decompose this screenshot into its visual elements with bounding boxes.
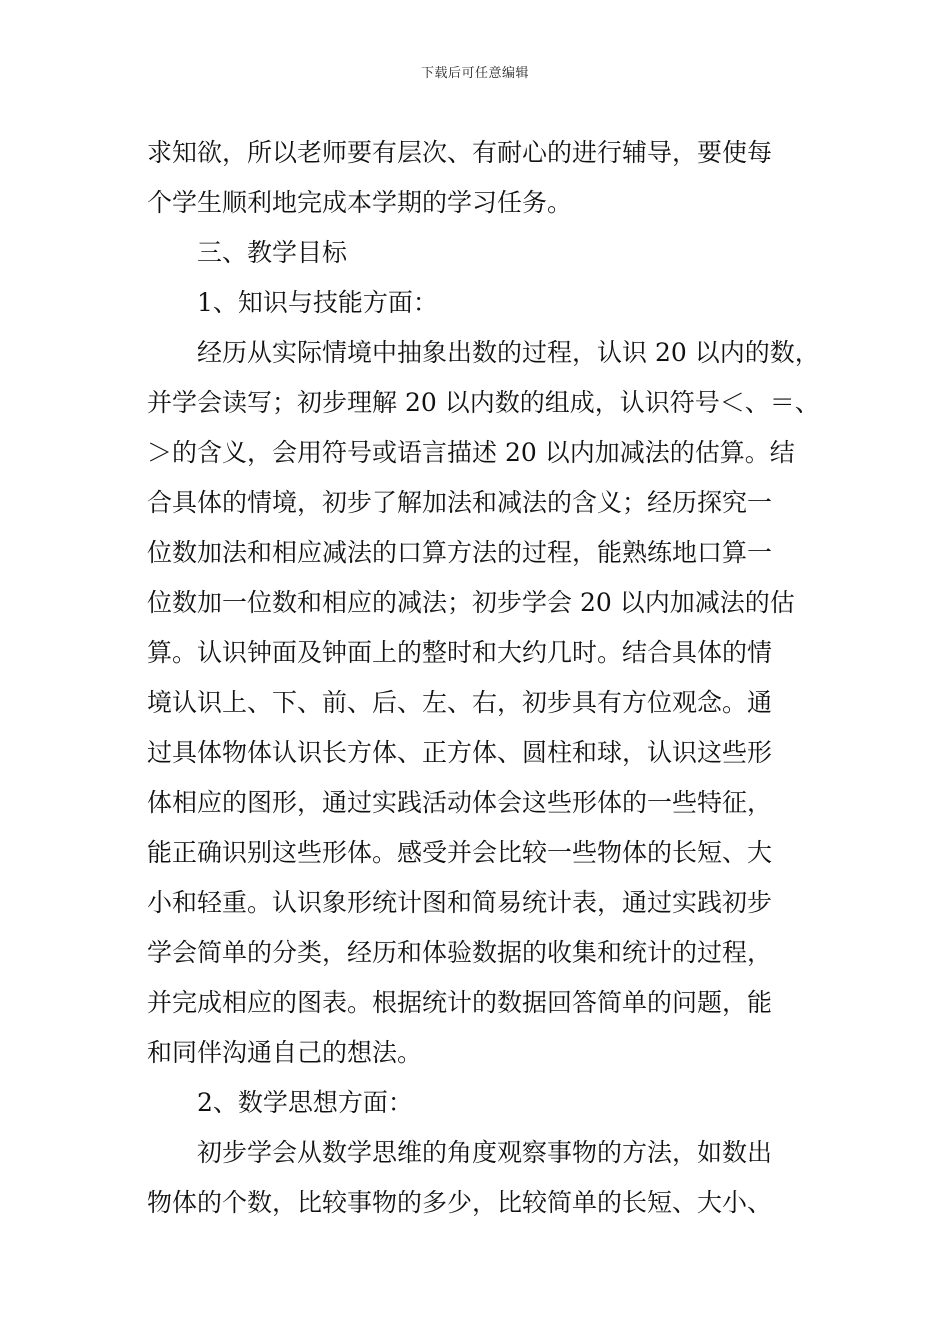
paragraph-line: 求知欲，所以老师要有层次、有耐心的进行辅导，要使每 [147, 138, 773, 167]
paragraph-line: ＞的含义，会用符号或语言描述 20 以内加减法的估算。结 [147, 438, 795, 467]
paragraph-line: 体相应的图形，通过实践活动体会这些形体的一些特征， [147, 788, 773, 817]
paragraph-line: 初步学会从数学思维的角度观察事物的方法，如数出 [197, 1138, 773, 1167]
paragraph-line: 境认识上、下、前、后、左、右，初步具有方位观念。通 [147, 688, 773, 717]
paragraph-line: 学会简单的分类，经历和体验数据的收集和统计的过程， [147, 938, 773, 967]
paragraph-line: 物体的个数，比较事物的多少，比较简单的长短、大小、 [147, 1188, 773, 1217]
paragraph-line: 过具体物体认识长方体、正方体、圆柱和球，认识这些形 [147, 738, 773, 767]
paragraph-line: 能正确识别这些形体。感受并会比较一些物体的长短、大 [147, 838, 773, 867]
paragraph-line: 小和轻重。认识象形统计图和简易统计表，通过实践初步 [147, 888, 773, 917]
page-header: 下载后可任意编辑 [420, 66, 529, 81]
paragraph-line: 个学生顺利地完成本学期的学习任务。 [147, 188, 573, 217]
paragraph-line: 位数加法和相应减法的口算方法的过程，能熟练地口算一 [147, 538, 773, 567]
paragraph-line: 经历从实际情境中抽象出数的过程，认识 20 以内的数， [197, 338, 820, 367]
paragraph-line: 合具体的情境，初步了解加法和减法的含义；经历探究一 [147, 488, 773, 517]
paragraph-line: 1、知识与技能方面： [197, 288, 438, 317]
document-body [147, 128, 820, 1228]
paragraph-line: 算。认识钟面及钟面上的整时和大约几时。结合具体的情 [147, 638, 773, 667]
paragraph-line: 位数加一位数和相应的减法；初步学会 20 以内加减法的估 [147, 588, 795, 617]
paragraph-line: 并学会读写；初步理解 20 以内数的组成，认识符号＜、＝、 [147, 388, 820, 417]
paragraph-line: 和同伴沟通自己的想法。 [147, 1038, 423, 1067]
paragraph-line: 2、数学思想方面： [197, 1088, 413, 1117]
paragraph-line: 三、教学目标 [197, 238, 348, 267]
paragraph-line: 并完成相应的图表。根据统计的数据回答简单的问题，能 [147, 988, 773, 1017]
